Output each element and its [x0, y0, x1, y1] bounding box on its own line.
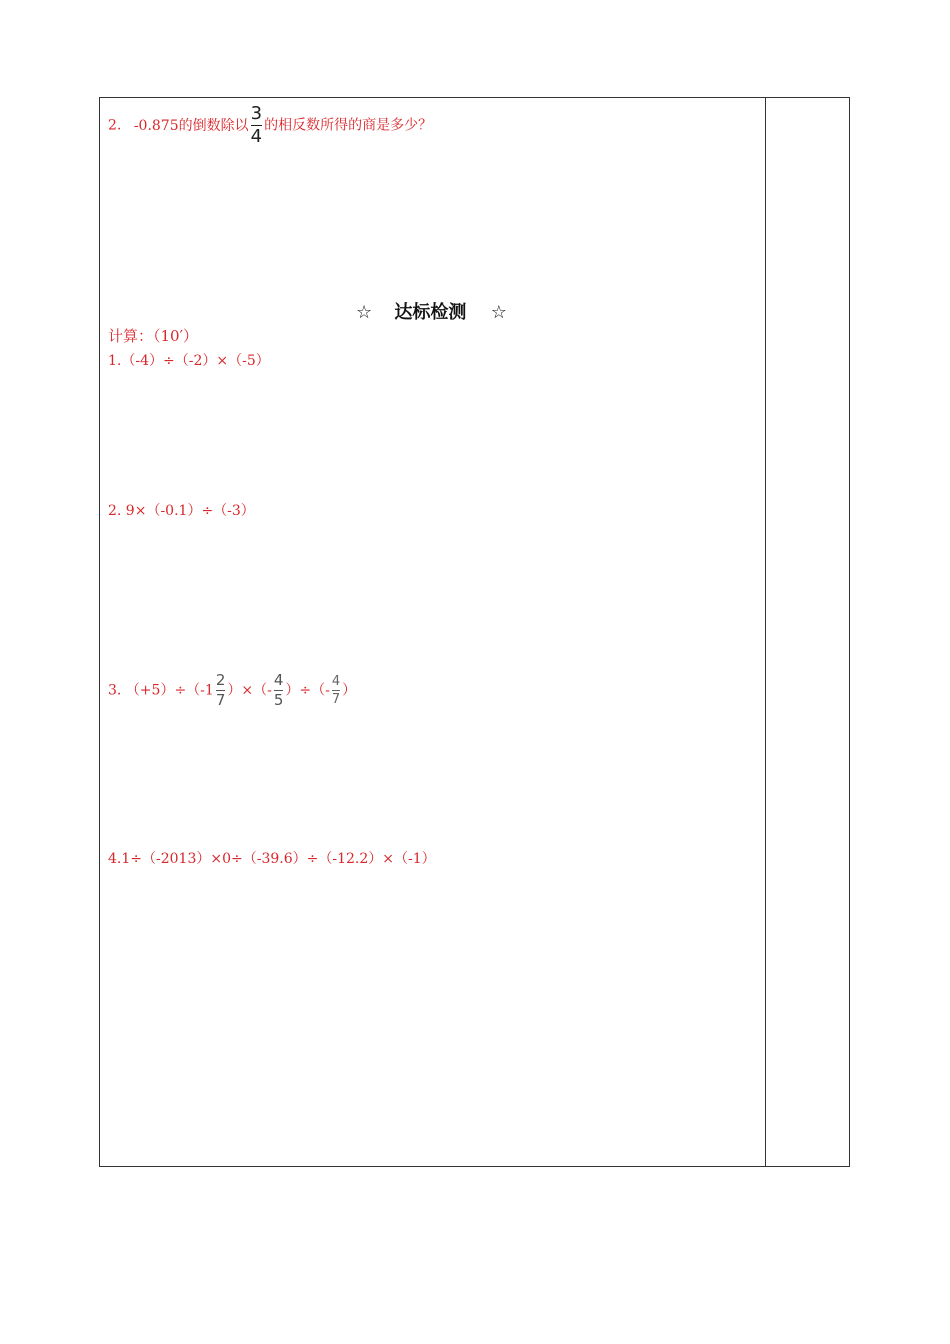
problem-3 [108, 673, 356, 708]
star-icon: ☆ [490, 302, 507, 323]
question-2 [108, 105, 432, 146]
worksheet-table [99, 97, 850, 1167]
question-2-text-post: 的相反数所得的商是多少？ [264, 117, 433, 134]
fraction-4-5: $\frac{4}{5}$ [273, 671, 284, 709]
question-2-text-pre: -0.875的倒数除以 [133, 117, 249, 134]
section-heading [356, 298, 507, 324]
problem-1: 1.（-4）÷（-2）×（-5） [108, 353, 270, 369]
problem-3-part-b: ）×（- [227, 682, 272, 699]
star-icon: ☆ [356, 302, 373, 323]
fraction-2-7: $\frac{2}{7}$ [215, 671, 226, 709]
fraction-three-quarters: $\frac{3}{4}$ [250, 103, 263, 147]
calc-label: 计算：（10′） [108, 327, 198, 345]
problem-2: 2. 9×（-0.1）÷（-3） [108, 503, 255, 519]
question-2-number: 2. [108, 117, 122, 134]
fraction-4-7: $\frac{4}{7}$ [331, 674, 341, 707]
column-divider [765, 97, 766, 1167]
problem-3-part-a: 3. （+5）÷（-1 [108, 682, 214, 699]
section-title: 达标检测 [394, 302, 467, 323]
problem-3-part-c: ）÷（- [285, 682, 330, 699]
problem-4: 4.1÷（-2013）×0÷（-39.6）÷（-12.2）×（-1） [108, 851, 436, 867]
problem-3-part-d: ） [342, 682, 357, 699]
